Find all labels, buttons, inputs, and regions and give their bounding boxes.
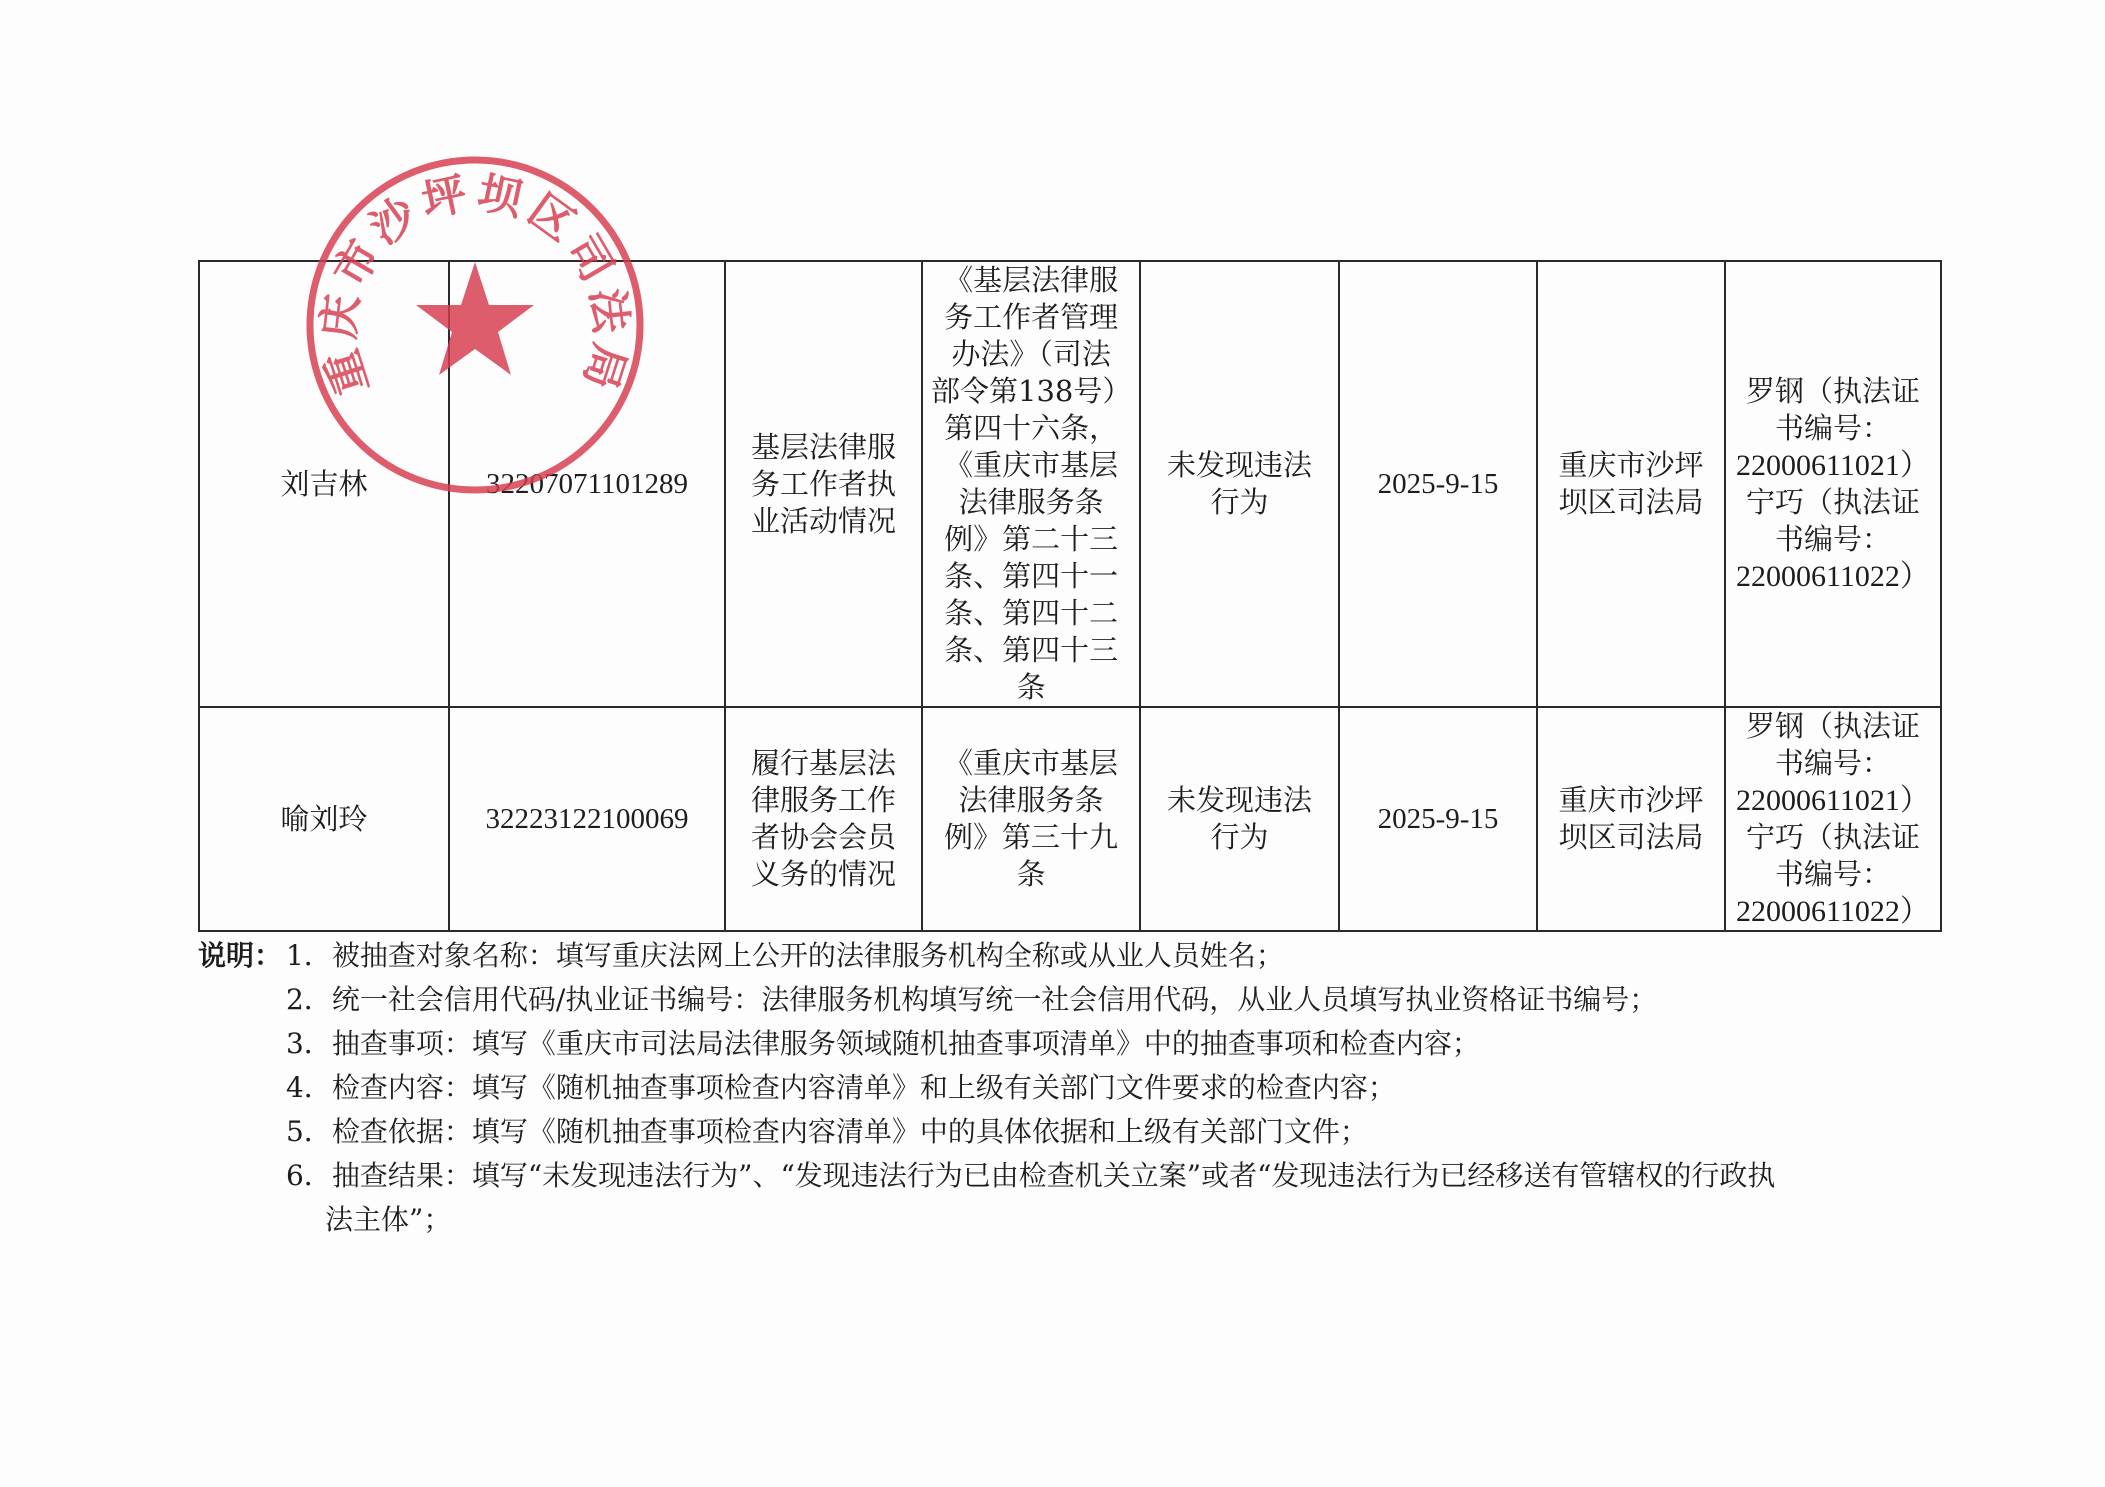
note-continuation — [198, 1198, 1958, 1242]
note-text: 2．统一社会信用代码/执业证书编号：法律服务机构填写统一社会信用代码，从业人员填写执业资格证书编号； — [286, 983, 1658, 1016]
inspection-item-cell — [725, 261, 922, 707]
note-text: 4．检查内容：填写《随机抽查事项检查内容清单》和上级有关部门文件要求的检查内容； — [286, 1071, 1396, 1104]
text-line: 办法》（司法 — [951, 337, 1111, 371]
text-line: 宁巧（执法证 — [1745, 485, 1920, 519]
table-row — [199, 707, 1941, 931]
inspection-item — [751, 429, 896, 540]
text-line: 《重庆市基层 — [943, 746, 1118, 780]
text-line: 《基层法律服 — [944, 263, 1119, 297]
official-seal — [300, 150, 650, 500]
text-line: 书编号： — [1774, 522, 1891, 556]
inspection-agency — [1558, 782, 1703, 856]
text-line: 重庆市沙坪 — [1558, 783, 1704, 817]
text-line: 务工作者执 — [750, 466, 896, 501]
text-line: 行为 — [1210, 820, 1269, 854]
note-text: 1．被抽查对象名称：填写重庆法网上公开的法律服务机构全称或从业人员姓名； — [286, 939, 1284, 972]
inspectors — [1736, 373, 1930, 595]
license-number: 32207071101289 — [486, 467, 688, 500]
text-line: 22000611021） — [1736, 784, 1930, 817]
text-line: 履行基层法 — [750, 746, 896, 780]
text-line: 书编号： — [1774, 746, 1891, 780]
subject-name: 刘吉林 — [280, 466, 368, 501]
text-line: 书编号： — [1774, 857, 1891, 891]
text-line: 基层法律服 — [750, 429, 896, 464]
text-line: 业活动情况 — [750, 503, 896, 538]
text-line: 重庆市沙坪 — [1558, 448, 1704, 482]
text-line: 坝区司法局 — [1558, 820, 1704, 854]
star-icon — [416, 262, 534, 375]
text-line: 部令第138号） — [931, 374, 1132, 408]
text-line: 罗钢（执法证 — [1745, 709, 1920, 743]
text-line: 律服务工作 — [750, 783, 896, 817]
text-line: 条、第四十二 — [944, 596, 1119, 630]
inspectors-cell — [1725, 707, 1941, 931]
note-text: 6．抽查结果：填写“未发现违法行为”、“发现违法行为已由检查机关立案”或者“发现违法行为已经移送有管辖权的行政执 — [286, 1159, 1776, 1192]
text-line: 务工作者管理 — [944, 300, 1119, 334]
text-line: 书编号： — [1774, 411, 1891, 445]
license-number-cell — [449, 707, 725, 931]
text-line: 未发现违法 — [1166, 448, 1312, 482]
text-line: 宁巧（执法证 — [1745, 820, 1920, 854]
license-number: 32223122100069 — [485, 802, 689, 835]
text-line: 条、第四十三 — [944, 633, 1119, 667]
text-line: 条 — [1016, 857, 1046, 891]
text-line: 法律服务条 — [958, 485, 1104, 519]
note-item — [198, 1022, 1958, 1066]
note-text: 5．检查依据：填写《随机抽查事项检查内容清单》中的具体依据和上级有关部门文件； — [286, 1115, 1368, 1148]
seal-graphic — [300, 150, 650, 500]
inspectors — [1736, 708, 1930, 930]
text-line: 者协会会员 — [750, 820, 896, 854]
text-line: 22000611022） — [1736, 895, 1930, 928]
note-item — [198, 934, 1958, 978]
inspection-basis-cell — [922, 707, 1140, 931]
notes-section — [198, 934, 1958, 1242]
note-item — [198, 1154, 1958, 1198]
note-text: 3．抽查事项：填写《重庆市司法局法律服务领域随机抽查事项清单》中的抽查事项和检查内容； — [286, 1027, 1480, 1060]
inspection-basis — [944, 745, 1118, 893]
text-line: 条、第四十一 — [944, 559, 1119, 593]
text-line: 未发现违法 — [1166, 783, 1312, 817]
text-line: 坝区司法局 — [1558, 485, 1704, 519]
inspection-item — [751, 745, 896, 893]
text-line: 例》第二十三 — [944, 522, 1119, 556]
subject-name: 喻刘玲 — [280, 801, 368, 836]
text-line: 条 — [1016, 670, 1046, 704]
note-text: 法主体”； — [325, 1203, 452, 1236]
text-line: 行为 — [1210, 485, 1269, 519]
inspection-date-cell — [1339, 261, 1537, 707]
inspection-date-cell — [1339, 707, 1537, 931]
note-item — [198, 1110, 1958, 1154]
inspection-basis-cell — [922, 261, 1140, 707]
inspection-agency-cell — [1537, 261, 1725, 707]
inspection-date: 2025-9-15 — [1377, 467, 1499, 500]
text-line: 法律服务条 — [958, 783, 1104, 817]
inspection-item-cell — [725, 707, 922, 931]
text-line: 22000611021） — [1736, 449, 1930, 482]
text-line: 例》第三十九 — [943, 820, 1118, 854]
text-line: 《重庆市基层 — [944, 448, 1119, 482]
note-item — [198, 978, 1958, 1022]
text-line: 22000611022） — [1736, 560, 1930, 593]
inspection-result — [1167, 447, 1312, 521]
subject-name-cell — [199, 707, 449, 931]
inspection-result-cell — [1140, 707, 1339, 931]
inspection-agency-cell — [1537, 707, 1725, 931]
text-line: 罗钢（执法证 — [1745, 374, 1920, 408]
text-line: 第四十六条， — [944, 411, 1119, 445]
note-item — [198, 1066, 1958, 1110]
inspection-date: 2025-9-15 — [1377, 802, 1499, 835]
inspectors-cell — [1725, 261, 1941, 707]
notes-heading: 说明： — [198, 939, 283, 972]
inspection-result-cell — [1140, 261, 1339, 707]
text-line: 义务的情况 — [750, 857, 896, 891]
seal-text: 重庆市沙坪坝区司法局 — [313, 166, 637, 401]
inspection-basis — [931, 262, 1131, 706]
inspection-result — [1167, 782, 1312, 856]
inspection-agency — [1558, 447, 1703, 521]
